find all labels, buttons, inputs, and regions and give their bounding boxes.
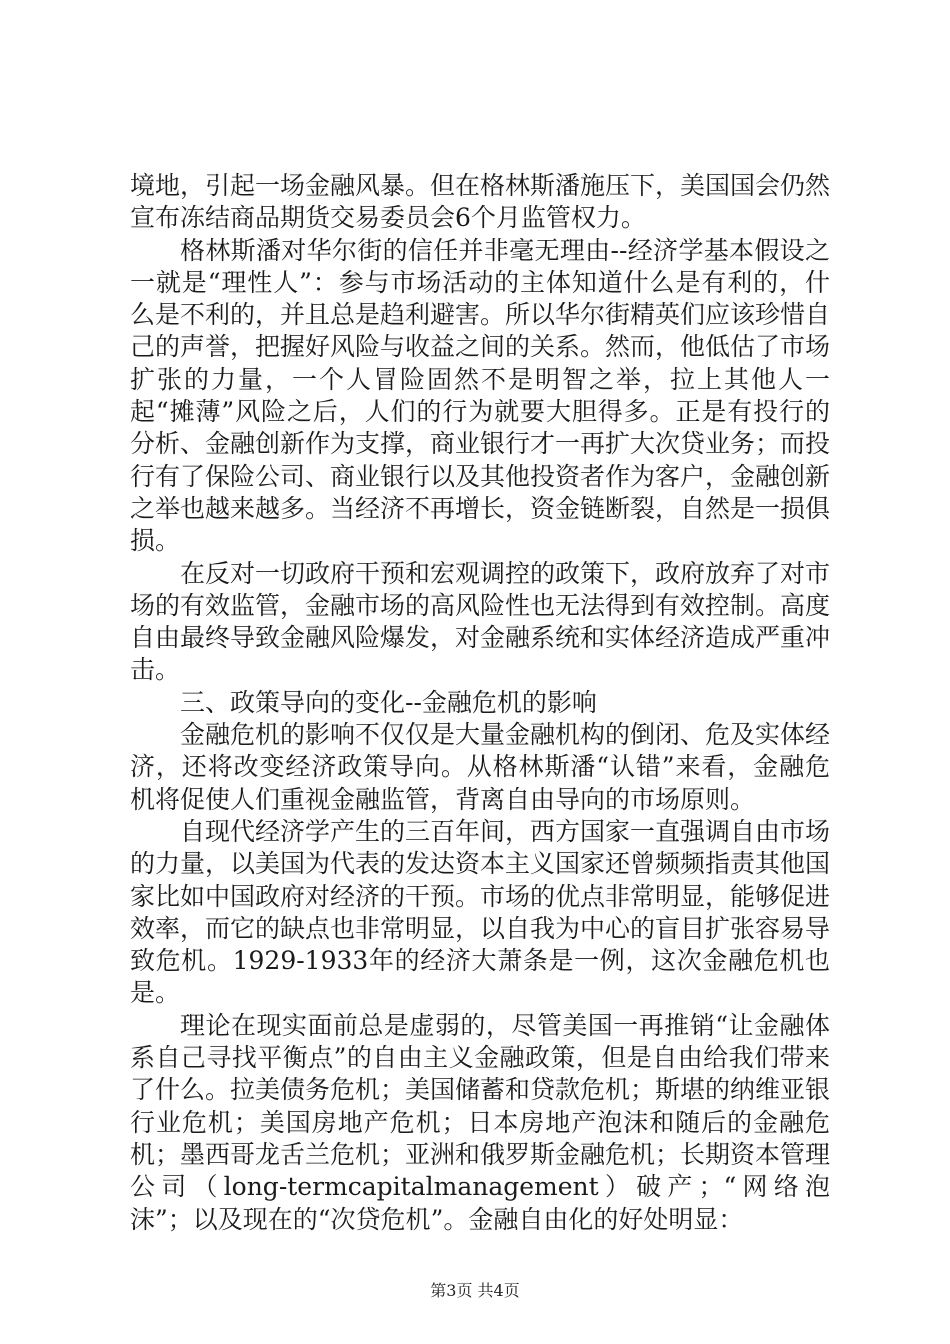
paragraph-2: 格林斯潘对华尔街的信任并非毫无理由--经济学基本假设之一就是“理性人”：参与市场活动的主体知道什么是有利的，什么是不利的，并且总是趋利避害。所以华尔街精英们应该珍惜自己的声誉，把握好风险与收益之间的关系。然而，他低估了市场扩张的力量，一个人冒险固然不是明智之举，拉上其他人一起“摊薄”风险之后，人们的行为就要大胆得多。正是有投行的分析、金融创新作为支撑，商业银行才一再扩大次贷业务；而投行有了保险公司、商业银行以及其他投资者作为客户，金融创新之举也越来越多。当经济不再增长，资金链断裂，自然是一损俱损。 <box>130 235 831 556</box>
paragraph-1: 境地，引起一场金融风暴。但在格林斯潘施压下，美国国会仍然宣布冻结商品期货交易委员会6个月监管权力。 <box>130 171 831 233</box>
page-number-footer: 第3页 共4页 <box>430 1281 520 1300</box>
paragraph-4: 金融危机的影响不仅仅是大量金融机构的倒闭、危及实体经济，还将改变经济政策导向。从格林斯潘“认错”来看，金融危机将促使人们重视金融监管，背离自由导向的市场原则。 <box>130 720 831 814</box>
paragraph-3: 在反对一切政府干预和宏观调控的政策下，政府放弃了对市场的有效监管，金融市场的高风险性也无法得到有效控制。高度自由最终导致金融风险爆发，对金融系统和实体经济造成严重冲击。 <box>130 558 831 685</box>
section-heading: 三、政策导向的变化--金融危机的影响 <box>180 687 597 717</box>
paragraph-5: 自现代经济学产生的三百年间，西方国家一直强调自由市场的力量，以美国为代表的发达资本主义国家还曾频频指责其他国家比如中国政府对经济的干预。市场的优点非常明显，能够促进效率，而它的缺点也非常明显，以自我为中心的盲目扩张容易导致危机。1929-1933年的经济大萧条是一例，这次金融危机也是。 <box>130 816 831 1008</box>
document-body <box>130 170 830 1236</box>
paragraph-6: 理论在现实面前总是虚弱的，尽管美国一再推销“让金融体系自己寻找平衡点”的自由主义金融政策，但是自由给我们带来了什么。拉美债务危机；美国储蓄和贷款危机；斯堪的纳维亚银行业危机；美国房地产危机；日本房地产泡沫和随后的金融危机；墨西哥龙舌兰危机；亚洲和俄罗斯金融危机；长期资本管理公司（long-termcapitalmanagement）破产；“网络泡沫”；以及现在的“次贷危机”。金融自由化的好处明显： <box>130 1010 831 1234</box>
